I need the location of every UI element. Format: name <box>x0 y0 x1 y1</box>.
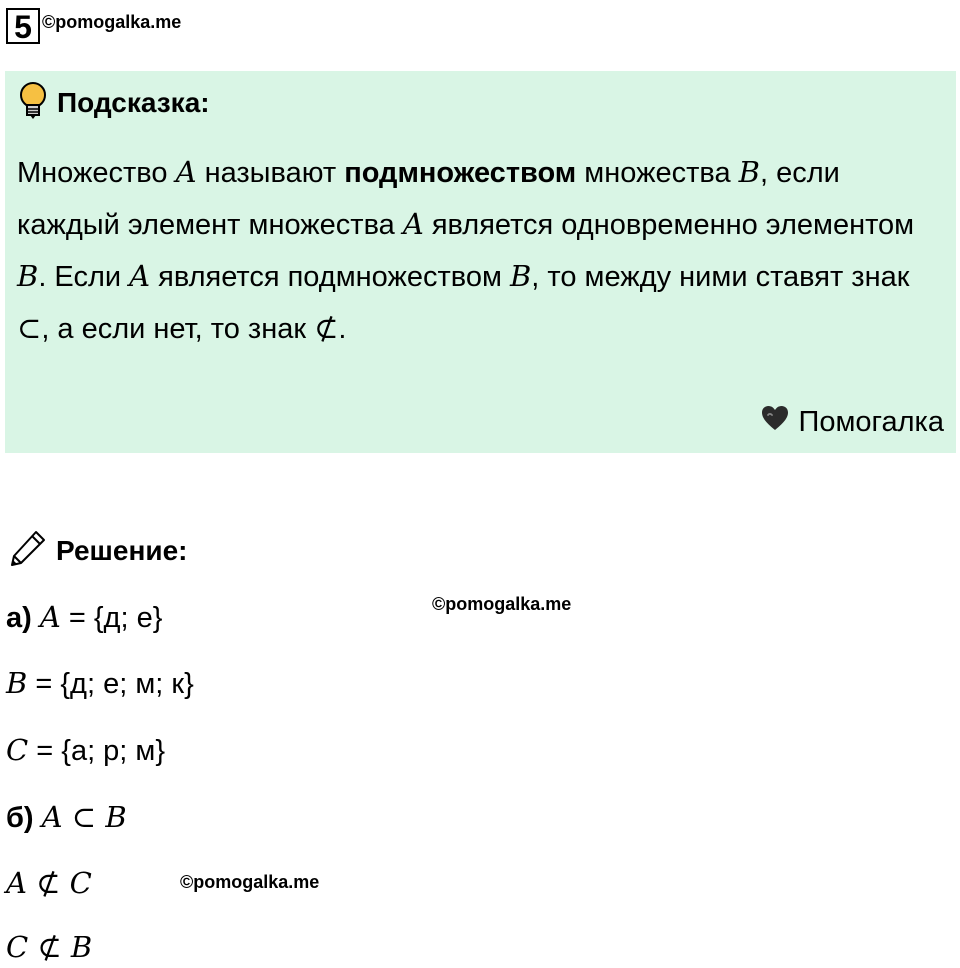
watermark: ©pomogalka.me <box>180 872 320 892</box>
heart-icon <box>761 405 799 439</box>
hint-text-part: Множество <box>17 157 176 189</box>
hint-term-bold: подмножеством <box>344 157 577 189</box>
solution-header <box>8 528 187 573</box>
solution-line-relation-3 <box>6 930 92 965</box>
pencil-icon <box>8 528 48 573</box>
hint-text-part: является подмножеством <box>150 261 510 293</box>
var-b: B <box>738 155 760 189</box>
var-a: A <box>402 207 424 241</box>
hint-box <box>5 71 956 453</box>
set-name: C <box>6 733 29 767</box>
solution-line-b-set <box>6 666 194 701</box>
hint-text-part: называют <box>196 157 345 189</box>
solution-line-relation-1 <box>6 800 127 835</box>
solution-line-a <box>6 600 162 635</box>
subset-sign: ⊂ <box>17 311 42 345</box>
hint-text-part: , если каждый элемент множества <box>17 157 840 241</box>
var-b: B <box>509 259 532 293</box>
lightbulb-icon <box>19 82 47 125</box>
watermark: ©pomogalka.me <box>432 594 572 614</box>
solution-line-c-set <box>6 733 165 768</box>
hint-header <box>19 83 210 123</box>
not-subset-sign: ⊄ <box>314 311 339 345</box>
solution-title: Решение: <box>56 534 188 566</box>
hint-text-part: множества <box>576 157 739 189</box>
part-label-a: а) <box>6 602 32 634</box>
set-elements: = {д; е} <box>60 602 163 634</box>
solution-line-relation-2 <box>6 866 92 901</box>
relation-expression: A ⊂ B <box>41 800 127 834</box>
hint-text-part: . Если <box>38 261 130 293</box>
brand-signature <box>761 405 944 439</box>
part-label-b: б) <box>6 802 34 834</box>
task-number: 5 <box>14 9 32 45</box>
brand-label: Помогалка <box>798 405 944 438</box>
hint-text-part: . <box>338 313 347 345</box>
relation-expression: A ⊄ C <box>6 866 92 900</box>
watermark: ©pomogalka.me <box>42 12 182 32</box>
set-name: A <box>39 600 61 634</box>
relation-expression: C ⊄ B <box>6 930 93 964</box>
var-a: A <box>175 155 197 189</box>
var-a: A <box>129 259 151 293</box>
hint-title: Подсказка: <box>57 87 210 118</box>
hint-text-part: , а если нет, то знак <box>41 313 315 345</box>
set-name: B <box>6 666 28 700</box>
set-elements: = {а; р; м} <box>28 735 166 767</box>
hint-text-part: , то между ними ставят знак <box>531 261 910 293</box>
set-elements: = {д; е; м; к} <box>27 668 194 700</box>
var-b: B <box>17 259 39 293</box>
hint-text <box>17 147 937 355</box>
task-number-box <box>6 8 40 44</box>
hint-text-part: является одновременно элементом <box>423 209 915 241</box>
